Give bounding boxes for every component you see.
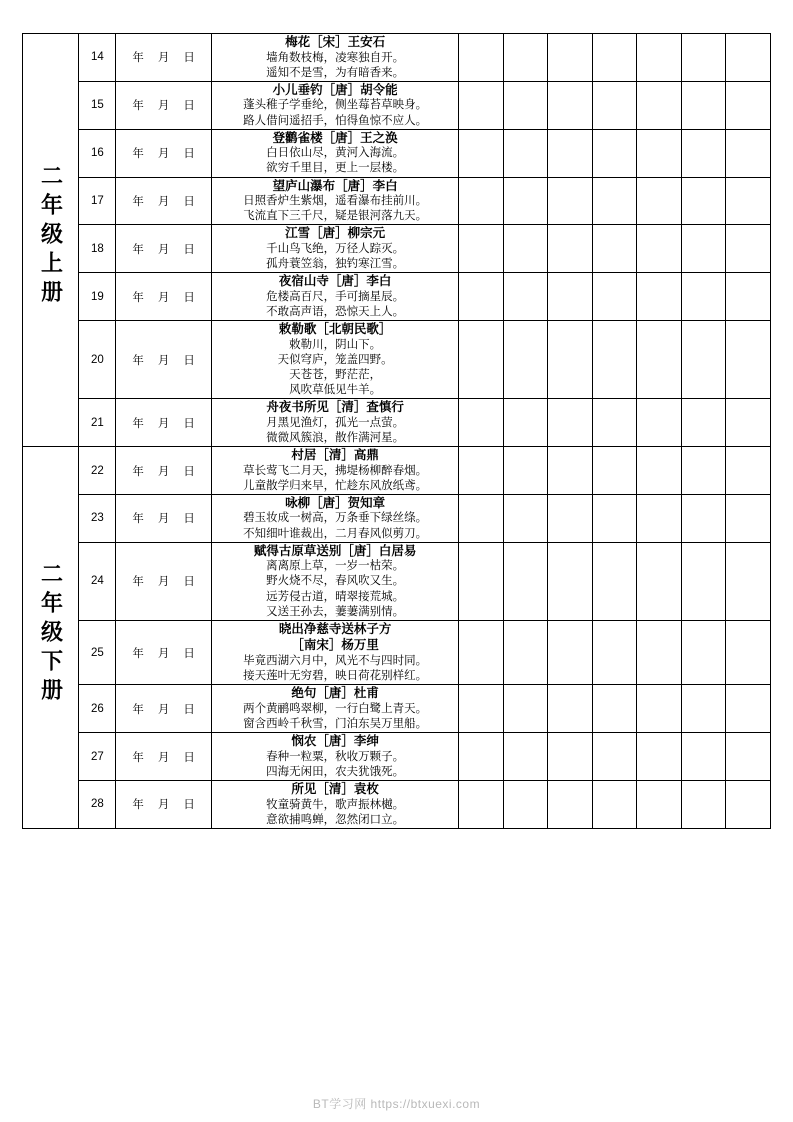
check-cell[interactable] [459,733,504,781]
check-cell[interactable] [726,620,771,684]
check-cell[interactable] [726,321,771,399]
check-cell[interactable] [548,273,593,321]
poem-line: 离离原上草，一岁一枯荣。 [266,560,405,573]
check-cell[interactable] [503,399,548,447]
date-label-0: 年 [132,703,144,716]
date-label-2: 日 [183,465,195,478]
check-cell[interactable] [726,399,771,447]
poem-title-wrap [212,130,459,147]
check-cell[interactable] [681,494,726,542]
poem-title-wrap [212,621,459,654]
poem-title-wrap [212,781,459,798]
poem-line: 远芳侵古道，晴翠接荒城。 [266,590,405,603]
date-label-1: 月 [157,703,170,716]
check-cell[interactable] [548,321,593,399]
poem-line: 儿童散学归来早，忙趁东风放纸鸢。 [243,479,428,492]
date-label-0: 年 [132,751,144,764]
poem-line: 意欲捕鸣蝉，忽然闭口立。 [266,813,405,826]
check-cell[interactable] [726,34,771,82]
date-label-1: 月 [157,465,170,478]
poem-title-wrap [212,399,459,416]
table-row [23,685,771,733]
check-cell[interactable] [459,81,504,129]
check-cell[interactable] [592,177,637,225]
check-cell[interactable] [548,494,593,542]
watermark: BT学习网 https://btxuexi.com [312,1097,481,1111]
row-number: 15 [79,81,116,129]
date-label-1: 月 [157,513,170,526]
check-cell[interactable] [681,733,726,781]
poem-title: 敕勒歌［北朝民歌］ [278,322,392,337]
check-cell[interactable] [637,321,682,399]
date-label-2: 日 [183,417,195,430]
date-label-1: 月 [157,751,170,764]
poem-line: 不知细叶谁裁出，二月春风似剪刀。 [243,527,428,540]
date-fields[interactable] [116,273,212,321]
date-label-2: 日 [183,291,195,304]
date-label-0: 年 [132,417,144,430]
poem-title-wrap [212,321,459,338]
date-label-2: 日 [183,243,195,256]
check-cell[interactable] [592,620,637,684]
poem-line: 牧童骑黄牛，歌声振林樾。 [266,798,405,811]
table-body [23,34,771,829]
date-label-1: 月 [157,148,170,161]
date-fields[interactable] [116,620,212,684]
row-number: 24 [79,542,116,620]
check-cell[interactable] [592,399,637,447]
check-cell[interactable] [637,447,682,495]
poem-cell [211,685,459,733]
check-cell[interactable] [637,685,682,733]
check-cell[interactable] [637,733,682,781]
poem-line: 接天莲叶无穷碧，映日荷花别样红。 [243,670,428,683]
check-cell[interactable] [681,447,726,495]
check-cell[interactable] [681,620,726,684]
poem-title: 夜宿山寺［唐］李白 [278,274,392,289]
date-fields[interactable] [116,321,212,399]
check-cell[interactable] [637,225,682,273]
poem-cell [211,542,459,620]
check-cell[interactable] [503,177,548,225]
date-label-0: 年 [132,576,144,589]
check-cell[interactable] [726,129,771,177]
check-cell[interactable] [592,225,637,273]
check-cell[interactable] [681,177,726,225]
check-cell[interactable] [503,620,548,684]
grade-group-text: 二年级上册 [38,164,64,310]
poem-line: 孤舟蓑笠翁，独钓寒江雪。 [266,258,405,271]
poem-line: 微微风簇浪，散作满河星。 [266,431,405,444]
poem-line: 月黑见渔灯，孤光一点萤。 [266,416,405,429]
poem-line: 毕竟西湖六月中，风光不与四时同。 [243,654,428,667]
row-number: 17 [79,177,116,225]
check-cell[interactable] [681,129,726,177]
check-cell[interactable] [726,494,771,542]
date-fields[interactable] [116,542,212,620]
poem-line: 草长莺飞二月天，拂堤杨柳醉春烟。 [243,464,428,477]
poem-line: 日照香炉生紫烟，遥看瀑布挂前川。 [243,195,428,208]
date-label-0: 年 [132,52,144,65]
date-fields[interactable] [116,685,212,733]
poem-title: 悯农［唐］李绅 [291,734,379,749]
row-number: 26 [79,685,116,733]
check-cell[interactable] [726,273,771,321]
check-cell[interactable] [548,399,593,447]
check-cell[interactable] [726,685,771,733]
date-label-2: 日 [183,148,195,161]
date-label-2: 日 [183,703,195,716]
check-cell[interactable] [726,781,771,829]
poem-line: 又送王孙去，萋萋满别情。 [266,605,405,618]
date-fields[interactable] [116,781,212,829]
table-row [23,781,771,829]
date-label-2: 日 [183,647,195,660]
table-row [23,447,771,495]
check-cell[interactable] [726,447,771,495]
check-cell[interactable] [592,494,637,542]
poem-title: 江雪［唐］柳宗元 [285,226,386,241]
poem-cell [211,34,459,82]
table-row [23,399,771,447]
date-label-2: 日 [183,52,195,65]
date-fields[interactable] [116,494,212,542]
check-cell[interactable] [459,225,504,273]
date-label-2: 日 [183,195,195,208]
date-label-0: 年 [132,465,144,478]
check-cell[interactable] [637,81,682,129]
poem-cell [211,447,459,495]
check-cell[interactable] [459,399,504,447]
poem-cell [211,273,459,321]
check-cell[interactable] [637,494,682,542]
poem-title-wrap [212,495,459,512]
poem-title: 赋得古原草送别［唐］白居易 [253,543,417,558]
poem-cell [211,494,459,542]
poem-title-wrap [212,225,459,242]
table-row [23,225,771,273]
poem-line: 飞流直下三千尺，疑是银河落九天。 [243,210,428,223]
poem-cell [211,177,459,225]
check-cell[interactable] [548,733,593,781]
check-cell[interactable] [681,34,726,82]
check-cell[interactable] [548,34,593,82]
date-fields[interactable] [116,129,212,177]
check-cell[interactable] [592,81,637,129]
poem-line: 天苍苍，野茫茫， [289,368,382,381]
poem-cell [211,81,459,129]
check-cell[interactable] [681,685,726,733]
check-cell[interactable] [592,129,637,177]
poem-line: 欲穷千里目，更上一层楼。 [266,162,405,175]
check-cell[interactable] [592,781,637,829]
poem-line: 四海无闲田，农夫犹饿死。 [266,765,405,778]
date-label-2: 日 [183,100,195,113]
date-fields[interactable] [116,225,212,273]
date-label-0: 年 [132,647,144,660]
table-row [23,34,771,82]
check-cell[interactable] [503,781,548,829]
poem-title: 望庐山瀑布［唐］李白 [272,178,398,193]
date-fields[interactable] [116,177,212,225]
date-fields[interactable] [116,733,212,781]
check-cell[interactable] [503,34,548,82]
check-cell[interactable] [681,542,726,620]
poem-line: 不敢高声语，恐惊天上人。 [266,305,405,318]
check-cell[interactable] [459,620,504,684]
check-cell[interactable] [503,685,548,733]
check-cell[interactable] [637,129,682,177]
date-label-1: 月 [157,100,170,113]
poem-title: 绝句［唐］杜甫 [291,686,379,701]
poem-title: 登鹳雀楼［唐］王之涣 [272,130,398,145]
check-cell[interactable] [459,542,504,620]
poem-title-wrap [212,685,459,702]
date-label-0: 年 [132,243,144,256]
check-cell[interactable] [459,129,504,177]
check-cell[interactable] [681,781,726,829]
date-label-0: 年 [132,513,144,526]
date-label-1: 月 [157,291,170,304]
date-fields[interactable] [116,447,212,495]
check-cell[interactable] [548,781,593,829]
check-cell[interactable] [503,542,548,620]
check-cell[interactable] [592,542,637,620]
check-cell[interactable] [726,81,771,129]
row-number: 25 [79,620,116,684]
row-number: 23 [79,494,116,542]
check-cell[interactable] [637,177,682,225]
date-label-1: 月 [157,52,170,65]
check-cell[interactable] [503,129,548,177]
row-number: 20 [79,321,116,399]
grade-group-text: 二年级下册 [38,561,64,707]
check-cell[interactable] [503,447,548,495]
poem-line: 风吹草低见牛羊。 [289,384,382,397]
table-row [23,273,771,321]
date-label-1: 月 [157,195,170,208]
check-cell[interactable] [637,399,682,447]
check-cell[interactable] [503,273,548,321]
check-cell[interactable] [503,225,548,273]
row-number: 16 [79,129,116,177]
date-label-2: 日 [183,576,195,589]
check-cell[interactable] [726,225,771,273]
date-label-1: 月 [157,417,170,430]
check-cell[interactable] [726,733,771,781]
table-row [23,494,771,542]
check-cell[interactable] [503,81,548,129]
date-label-0: 年 [132,100,144,113]
check-cell[interactable] [637,781,682,829]
poem-line: 窗含西岭千秋雪，门泊东吴万里船。 [243,717,428,730]
check-cell[interactable] [503,494,548,542]
check-cell[interactable] [459,34,504,82]
check-cell[interactable] [681,225,726,273]
row-number: 27 [79,733,116,781]
check-cell[interactable] [592,273,637,321]
row-number: 14 [79,34,116,82]
poem-title: 晓出净慈寺送林子方 [278,621,392,636]
poem-title: 所见［清］袁枚 [291,782,379,796]
table-row [23,129,771,177]
row-number: 19 [79,273,116,321]
poem-line: 墙角数枝梅，凌寒独自开。 [266,51,405,64]
poem-practice-table [22,33,771,829]
check-cell[interactable] [548,225,593,273]
check-cell[interactable] [459,685,504,733]
date-label-1: 月 [157,354,170,367]
table-row [23,733,771,781]
table-row [23,620,771,684]
table-row [23,542,771,620]
poem-title-wrap [212,543,459,560]
check-cell[interactable] [681,399,726,447]
check-cell[interactable] [548,620,593,684]
poem-line: 危楼高百尺，手可摘星辰。 [266,290,405,303]
poem-line: 春种一粒粟，秋收万颗子。 [266,750,405,763]
poem-line: 天似穹庐，笼盖四野。 [277,353,393,366]
row-number: 18 [79,225,116,273]
check-cell[interactable] [548,685,593,733]
poem-cell [211,225,459,273]
date-label-1: 月 [157,243,170,256]
grade-group-label [23,447,79,829]
table-row [23,177,771,225]
poem-title: ［南宋］杨万里 [291,638,379,653]
poem-title-wrap [212,447,459,464]
date-fields[interactable] [116,34,212,82]
check-cell[interactable] [548,177,593,225]
check-cell[interactable] [681,81,726,129]
check-cell[interactable] [548,81,593,129]
poem-title: 咏柳［唐］贺知章 [285,495,386,510]
check-cell[interactable] [548,129,593,177]
date-label-0: 年 [132,799,144,812]
poem-title-wrap [212,178,459,195]
check-cell[interactable] [459,321,504,399]
check-cell[interactable] [592,685,637,733]
date-label-0: 年 [132,195,144,208]
table-row [23,81,771,129]
check-cell[interactable] [681,321,726,399]
poem-line: 野火烧不尽，春风吹又生。 [266,575,405,588]
poem-cell [211,620,459,684]
date-label-1: 月 [157,576,170,589]
check-cell[interactable] [548,447,593,495]
table-row [23,321,771,399]
poem-title-wrap [212,733,459,750]
check-cell[interactable] [726,542,771,620]
poem-title: 舟夜书所见［清］查慎行 [266,400,404,415]
poem-line: 敕勒川，阴山下。 [289,338,382,351]
check-cell[interactable] [592,321,637,399]
row-number: 22 [79,447,116,495]
poem-line: 遥知不是雪，为有暗香来。 [266,66,405,79]
date-label-0: 年 [132,354,144,367]
date-label-0: 年 [132,148,144,161]
poem-cell [211,781,459,829]
row-number: 21 [79,399,116,447]
check-cell[interactable] [459,273,504,321]
date-label-1: 月 [157,647,170,660]
date-label-2: 日 [183,513,195,526]
poem-title-wrap [212,82,459,99]
check-cell[interactable] [592,733,637,781]
date-label-2: 日 [183,751,195,764]
date-label-2: 日 [183,799,195,812]
poem-cell [211,129,459,177]
check-cell[interactable] [459,447,504,495]
poem-line: 蓬头稚子学垂纶，侧坐莓苔草映身。 [243,99,428,112]
row-number: 28 [79,781,116,829]
check-cell[interactable] [637,34,682,82]
date-fields[interactable] [116,81,212,129]
poem-cell [211,399,459,447]
poem-title: 梅花［宋］王安石 [285,35,386,49]
poem-title: 村居［清］高鼎 [291,448,379,463]
check-cell[interactable] [459,494,504,542]
check-cell[interactable] [548,542,593,620]
poem-line: 两个黄鹂鸣翠柳，一行白鹭上青天。 [243,702,428,715]
check-cell[interactable] [637,273,682,321]
poem-cell [211,321,459,399]
check-cell[interactable] [503,321,548,399]
check-cell[interactable] [459,781,504,829]
poem-title-wrap [212,34,459,51]
poem-title-wrap [212,273,459,290]
check-cell[interactable] [592,34,637,82]
check-cell[interactable] [503,733,548,781]
check-cell[interactable] [592,447,637,495]
check-cell[interactable] [681,273,726,321]
poem-line: 路人借问遥招手，怕得鱼惊不应人。 [243,114,428,127]
poem-line: 碧玉妆成一树高，万条垂下绿丝绦。 [243,512,428,525]
check-cell[interactable] [637,620,682,684]
poem-title: 小儿垂钓［唐］胡令能 [272,82,398,97]
date-fields[interactable] [116,399,212,447]
date-label-2: 日 [183,354,195,367]
check-cell[interactable] [459,177,504,225]
date-label-1: 月 [157,799,170,812]
poem-line: 千山鸟飞绝，万径人踪灭。 [266,242,405,255]
grade-group-label [23,34,79,447]
poem-line: 白日依山尽，黄河入海流。 [266,147,405,160]
check-cell[interactable] [637,542,682,620]
check-cell[interactable] [726,177,771,225]
poem-cell [211,733,459,781]
date-label-0: 年 [132,291,144,304]
